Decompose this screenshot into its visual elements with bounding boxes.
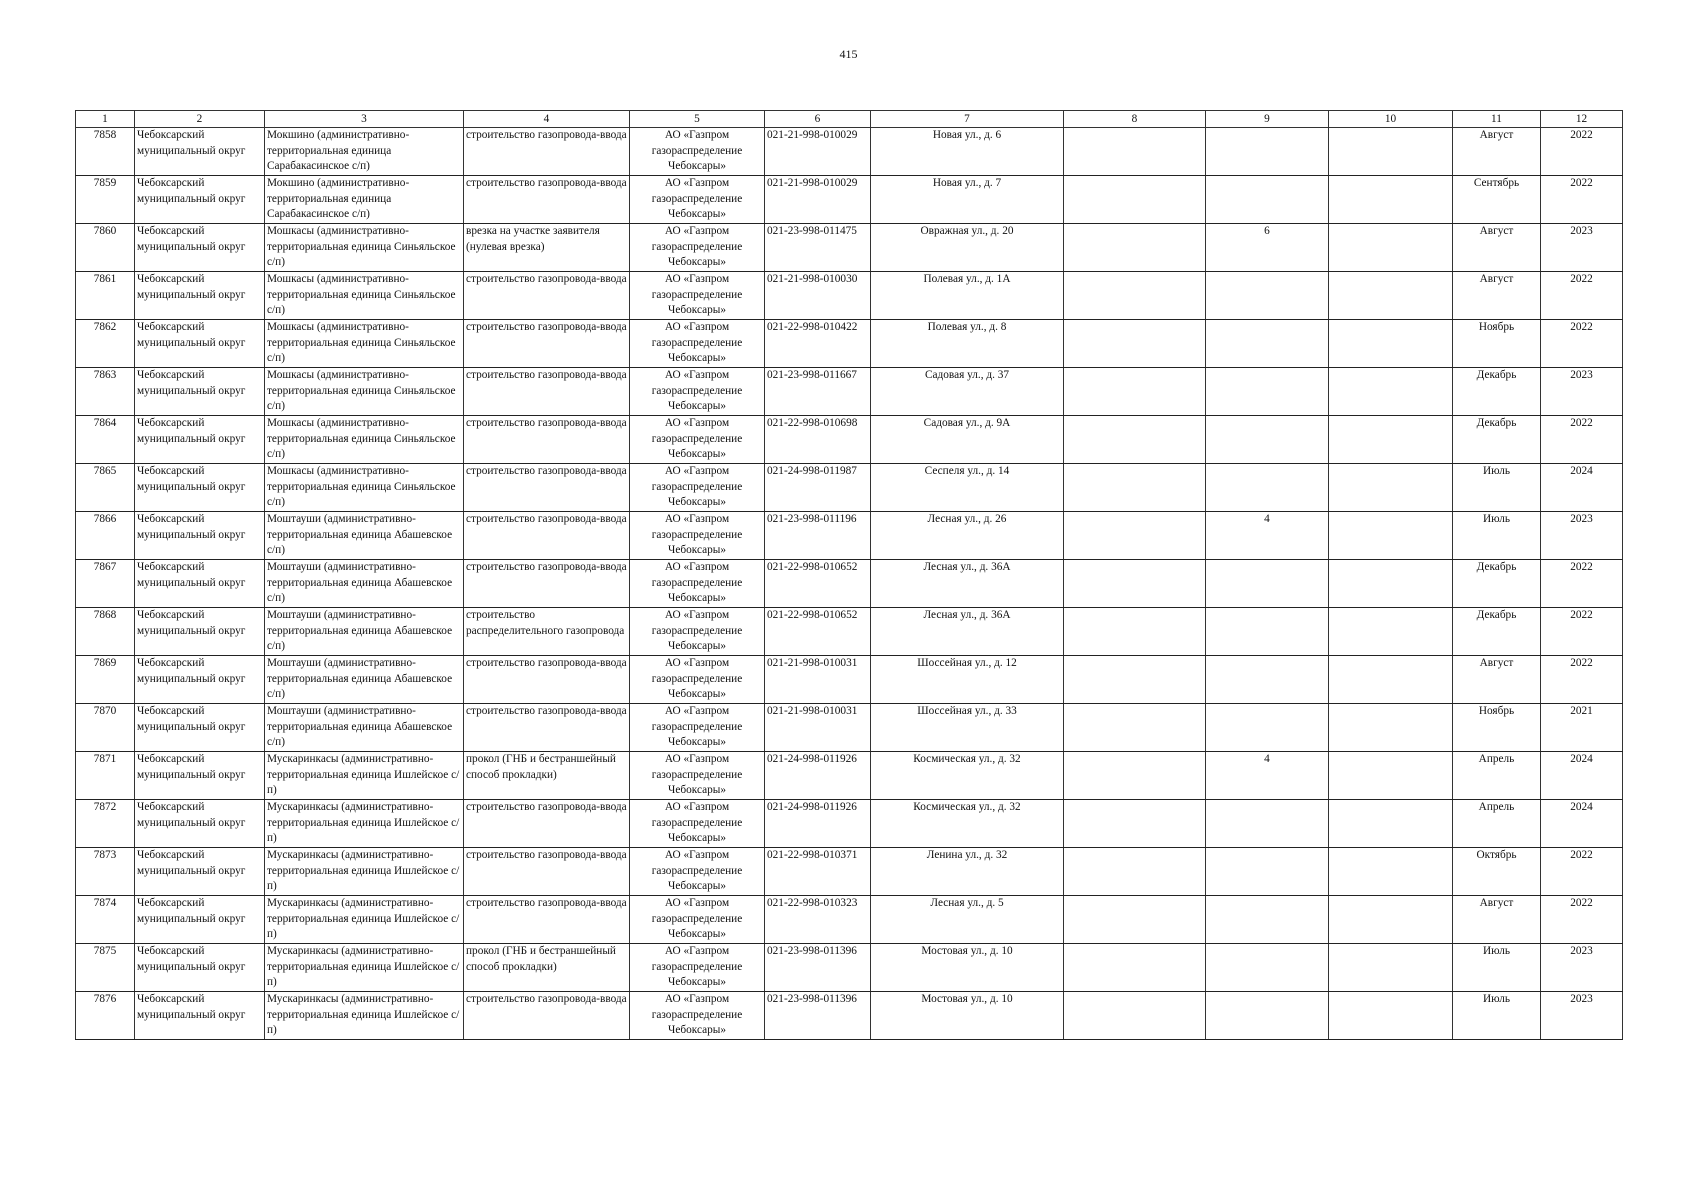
month-cell: Июль [1453, 944, 1541, 992]
column-8-cell [1064, 800, 1206, 848]
work-type-cell: строительство газопровода-ввода [464, 800, 630, 848]
column-number-row [76, 111, 1623, 128]
address-cell: Полевая ул., д. 8 [871, 320, 1064, 368]
month-cell: Апрель [1453, 752, 1541, 800]
table-row [76, 512, 1623, 560]
code-cell: 021-23-998-011396 [765, 992, 871, 1040]
settlement-cell: Мошкасы (административно-территориальная единица Синьяльское с/п) [265, 368, 464, 416]
code-cell: 021-22-998-010652 [765, 560, 871, 608]
column-8-cell [1064, 512, 1206, 560]
month-cell: Апрель [1453, 800, 1541, 848]
table-row [76, 704, 1623, 752]
column-10-cell [1329, 560, 1453, 608]
column-9-cell [1206, 560, 1329, 608]
work-type-cell: строительство распределительного газопровода [464, 608, 630, 656]
organization-cell: АО «Газпром газораспределение Чебоксары» [630, 992, 765, 1040]
year-cell: 2022 [1541, 176, 1623, 224]
settlement-cell: Мокшино (административно-территориальная единица Сарабакасинское с/п) [265, 176, 464, 224]
district-cell: Чебоксарский муниципальный округ [135, 656, 265, 704]
district-cell: Чебоксарский муниципальный округ [135, 368, 265, 416]
work-type-cell: строительство газопровода-ввода [464, 320, 630, 368]
column-header-1: 1 [76, 111, 135, 128]
row-number: 7863 [76, 368, 135, 416]
district-cell: Чебоксарский муниципальный округ [135, 176, 265, 224]
column-header-12: 12 [1541, 111, 1623, 128]
column-8-cell [1064, 464, 1206, 512]
settlement-cell: Мошкасы (административно-территориальная единица Синьяльское с/п) [265, 224, 464, 272]
month-cell: Август [1453, 224, 1541, 272]
organization-cell: АО «Газпром газораспределение Чебоксары» [630, 944, 765, 992]
column-8-cell [1064, 560, 1206, 608]
work-type-cell: строительство газопровода-ввода [464, 992, 630, 1040]
month-cell: Август [1453, 272, 1541, 320]
row-number: 7869 [76, 656, 135, 704]
year-cell: 2023 [1541, 992, 1623, 1040]
organization-cell: АО «Газпром газораспределение Чебоксары» [630, 368, 765, 416]
table-row [76, 368, 1623, 416]
column-9-cell: 6 [1206, 224, 1329, 272]
code-cell: 021-22-998-010371 [765, 848, 871, 896]
column-10-cell [1329, 896, 1453, 944]
row-number: 7862 [76, 320, 135, 368]
row-number: 7872 [76, 800, 135, 848]
column-8-cell [1064, 128, 1206, 176]
district-cell: Чебоксарский муниципальный округ [135, 608, 265, 656]
settlement-cell: Мускаринкасы (административно-территориальная единица Ишлейское с/п) [265, 800, 464, 848]
work-type-cell: строительство газопровода-ввода [464, 176, 630, 224]
column-10-cell [1329, 944, 1453, 992]
district-cell: Чебоксарский муниципальный округ [135, 704, 265, 752]
code-cell: 021-21-998-010031 [765, 656, 871, 704]
work-type-cell: строительство газопровода-ввода [464, 512, 630, 560]
table-row [76, 896, 1623, 944]
year-cell: 2023 [1541, 512, 1623, 560]
settlement-cell: Мошкасы (административно-территориальная единица Синьяльское с/п) [265, 320, 464, 368]
column-9-cell [1206, 128, 1329, 176]
code-cell: 021-24-998-011926 [765, 800, 871, 848]
column-9-cell [1206, 368, 1329, 416]
table-row [76, 752, 1623, 800]
column-8-cell [1064, 896, 1206, 944]
column-9-cell [1206, 704, 1329, 752]
settlement-cell: Мошкасы (административно-территориальная единица Синьяльское с/п) [265, 416, 464, 464]
work-type-cell: строительство газопровода-ввода [464, 848, 630, 896]
settlement-cell: Мускаринкасы (административно-территориальная единица Ишлейское с/п) [265, 896, 464, 944]
code-cell: 021-24-998-011987 [765, 464, 871, 512]
row-number: 7873 [76, 848, 135, 896]
column-8-cell [1064, 416, 1206, 464]
month-cell: Ноябрь [1453, 320, 1541, 368]
column-10-cell [1329, 992, 1453, 1040]
work-type-cell: строительство газопровода-ввода [464, 272, 630, 320]
code-cell: 021-22-998-010698 [765, 416, 871, 464]
gasification-registry-table [75, 110, 1623, 1040]
column-10-cell [1329, 608, 1453, 656]
code-cell: 021-21-998-010031 [765, 704, 871, 752]
district-cell: Чебоксарский муниципальный округ [135, 128, 265, 176]
organization-cell: АО «Газпром газораспределение Чебоксары» [630, 224, 765, 272]
year-cell: 2022 [1541, 560, 1623, 608]
code-cell: 021-23-998-011196 [765, 512, 871, 560]
column-header-7: 7 [871, 111, 1064, 128]
address-cell: Лесная ул., д. 36А [871, 560, 1064, 608]
address-cell: Лесная ул., д. 26 [871, 512, 1064, 560]
column-9-cell [1206, 896, 1329, 944]
table-row [76, 224, 1623, 272]
year-cell: 2022 [1541, 608, 1623, 656]
row-number: 7860 [76, 224, 135, 272]
code-cell: 021-21-998-010029 [765, 128, 871, 176]
organization-cell: АО «Газпром газораспределение Чебоксары» [630, 176, 765, 224]
column-8-cell [1064, 368, 1206, 416]
organization-cell: АО «Газпром газораспределение Чебоксары» [630, 752, 765, 800]
column-10-cell [1329, 512, 1453, 560]
row-number: 7875 [76, 944, 135, 992]
row-number: 7861 [76, 272, 135, 320]
settlement-cell: Мускаринкасы (административно-территориальная единица Ишлейское с/п) [265, 848, 464, 896]
table-row [76, 128, 1623, 176]
column-8-cell [1064, 752, 1206, 800]
organization-cell: АО «Газпром газораспределение Чебоксары» [630, 128, 765, 176]
column-8-cell [1064, 704, 1206, 752]
column-10-cell [1329, 272, 1453, 320]
address-cell: Космическая ул., д. 32 [871, 800, 1064, 848]
month-cell: Декабрь [1453, 368, 1541, 416]
district-cell: Чебоксарский муниципальный округ [135, 224, 265, 272]
month-cell: Июль [1453, 512, 1541, 560]
address-cell: Овражная ул., д. 20 [871, 224, 1064, 272]
row-number: 7876 [76, 992, 135, 1040]
table-row [76, 944, 1623, 992]
district-cell: Чебоксарский муниципальный округ [135, 800, 265, 848]
work-type-cell: строительство газопровода-ввода [464, 896, 630, 944]
district-cell: Чебоксарский муниципальный округ [135, 848, 265, 896]
column-9-cell [1206, 656, 1329, 704]
year-cell: 2024 [1541, 464, 1623, 512]
code-cell: 021-21-998-010030 [765, 272, 871, 320]
address-cell: Садовая ул., д. 37 [871, 368, 1064, 416]
district-cell: Чебоксарский муниципальный округ [135, 896, 265, 944]
month-cell: Август [1453, 896, 1541, 944]
address-cell: Шоссейная ул., д. 33 [871, 704, 1064, 752]
organization-cell: АО «Газпром газораспределение Чебоксары» [630, 512, 765, 560]
month-cell: Июль [1453, 464, 1541, 512]
column-10-cell [1329, 368, 1453, 416]
table-row [76, 848, 1623, 896]
year-cell: 2022 [1541, 320, 1623, 368]
settlement-cell: Мускаринкасы (административно-территориальная единица Ишлейское с/п) [265, 752, 464, 800]
year-cell: 2024 [1541, 752, 1623, 800]
year-cell: 2023 [1541, 944, 1623, 992]
settlement-cell: Мошкасы (административно-территориальная единица Синьяльское с/п) [265, 464, 464, 512]
column-header-5: 5 [630, 111, 765, 128]
column-header-6: 6 [765, 111, 871, 128]
work-type-cell: прокол (ГНБ и бестраншейный способ прокладки) [464, 752, 630, 800]
table-row [76, 416, 1623, 464]
table-row [76, 176, 1623, 224]
month-cell: Декабрь [1453, 416, 1541, 464]
district-cell: Чебоксарский муниципальный округ [135, 416, 265, 464]
table-row [76, 320, 1623, 368]
table-body [76, 128, 1623, 1040]
organization-cell: АО «Газпром газораспределение Чебоксары» [630, 848, 765, 896]
work-type-cell: строительство газопровода-ввода [464, 416, 630, 464]
district-cell: Чебоксарский муниципальный округ [135, 464, 265, 512]
row-number: 7868 [76, 608, 135, 656]
work-type-cell: врезка на участке заявителя (нулевая врезка) [464, 224, 630, 272]
year-cell: 2022 [1541, 128, 1623, 176]
column-8-cell [1064, 608, 1206, 656]
column-9-cell [1206, 800, 1329, 848]
organization-cell: АО «Газпром газораспределение Чебоксары» [630, 704, 765, 752]
district-cell: Чебоксарский муниципальный округ [135, 512, 265, 560]
month-cell: Ноябрь [1453, 704, 1541, 752]
year-cell: 2022 [1541, 272, 1623, 320]
work-type-cell: прокол (ГНБ и бестраншейный способ прокладки) [464, 944, 630, 992]
work-type-cell: строительство газопровода-ввода [464, 128, 630, 176]
work-type-cell: строительство газопровода-ввода [464, 560, 630, 608]
column-8-cell [1064, 848, 1206, 896]
year-cell: 2023 [1541, 368, 1623, 416]
address-cell: Садовая ул., д. 9А [871, 416, 1064, 464]
row-number: 7871 [76, 752, 135, 800]
organization-cell: АО «Газпром газораспределение Чебоксары» [630, 416, 765, 464]
year-cell: 2022 [1541, 416, 1623, 464]
table-row [76, 272, 1623, 320]
code-cell: 021-22-998-010323 [765, 896, 871, 944]
settlement-cell: Моштауши (административно-территориальная единица Абашевское с/п) [265, 560, 464, 608]
table-row [76, 656, 1623, 704]
month-cell: Август [1453, 128, 1541, 176]
district-cell: Чебоксарский муниципальный округ [135, 560, 265, 608]
column-10-cell [1329, 656, 1453, 704]
work-type-cell: строительство газопровода-ввода [464, 464, 630, 512]
column-8-cell [1064, 224, 1206, 272]
column-header-4: 4 [464, 111, 630, 128]
year-cell: 2022 [1541, 656, 1623, 704]
column-9-cell [1206, 992, 1329, 1040]
work-type-cell: строительство газопровода-ввода [464, 368, 630, 416]
code-cell: 021-23-998-011667 [765, 368, 871, 416]
month-cell: Сентябрь [1453, 176, 1541, 224]
code-cell: 021-22-998-010652 [765, 608, 871, 656]
organization-cell: АО «Газпром газораспределение Чебоксары» [630, 608, 765, 656]
column-10-cell [1329, 464, 1453, 512]
row-number: 7870 [76, 704, 135, 752]
column-header-8: 8 [1064, 111, 1206, 128]
row-number: 7867 [76, 560, 135, 608]
code-cell: 021-22-998-010422 [765, 320, 871, 368]
district-cell: Чебоксарский муниципальный округ [135, 752, 265, 800]
address-cell: Мостовая ул., д. 10 [871, 992, 1064, 1040]
table-row [76, 560, 1623, 608]
work-type-cell: строительство газопровода-ввода [464, 656, 630, 704]
column-8-cell [1064, 992, 1206, 1040]
settlement-cell: Моштауши (административно-территориальная единица Абашевское с/п) [265, 512, 464, 560]
district-cell: Чебоксарский муниципальный округ [135, 272, 265, 320]
month-cell: Июль [1453, 992, 1541, 1040]
address-cell: Лесная ул., д. 5 [871, 896, 1064, 944]
organization-cell: АО «Газпром газораспределение Чебоксары» [630, 896, 765, 944]
settlement-cell: Моштауши (административно-территориальная единица Абашевское с/п) [265, 704, 464, 752]
column-header-10: 10 [1329, 111, 1453, 128]
table-header [76, 111, 1623, 128]
address-cell: Шоссейная ул., д. 12 [871, 656, 1064, 704]
organization-cell: АО «Газпром газораспределение Чебоксары» [630, 800, 765, 848]
month-cell: Декабрь [1453, 608, 1541, 656]
address-cell: Лесная ул., д. 36А [871, 608, 1064, 656]
column-8-cell [1064, 656, 1206, 704]
column-9-cell [1206, 608, 1329, 656]
page-number: 415 [839, 47, 858, 61]
column-10-cell [1329, 848, 1453, 896]
organization-cell: АО «Газпром газораспределение Чебоксары» [630, 272, 765, 320]
settlement-cell: Мускаринкасы (административно-территориальная единица Ишлейское с/п) [265, 944, 464, 992]
month-cell: Август [1453, 656, 1541, 704]
month-cell: Декабрь [1453, 560, 1541, 608]
column-header-9: 9 [1206, 111, 1329, 128]
column-9-cell [1206, 416, 1329, 464]
table-row [76, 992, 1623, 1040]
address-cell: Полевая ул., д. 1А [871, 272, 1064, 320]
column-header-3: 3 [265, 111, 464, 128]
column-9-cell [1206, 944, 1329, 992]
address-cell: Мостовая ул., д. 10 [871, 944, 1064, 992]
row-number: 7864 [76, 416, 135, 464]
address-cell: Новая ул., д. 7 [871, 176, 1064, 224]
address-cell: Новая ул., д. 6 [871, 128, 1064, 176]
column-8-cell [1064, 320, 1206, 368]
column-8-cell [1064, 176, 1206, 224]
table-row [76, 800, 1623, 848]
column-9-cell [1206, 848, 1329, 896]
row-number: 7859 [76, 176, 135, 224]
work-type-cell: строительство газопровода-ввода [464, 704, 630, 752]
column-10-cell [1329, 752, 1453, 800]
year-cell: 2022 [1541, 848, 1623, 896]
settlement-cell: Мускаринкасы (административно-территориальная единица Ишлейское с/п) [265, 992, 464, 1040]
settlement-cell: Моштауши (административно-территориальная единица Абашевское с/п) [265, 656, 464, 704]
district-cell: Чебоксарский муниципальный округ [135, 944, 265, 992]
column-header-2: 2 [135, 111, 265, 128]
month-cell: Октябрь [1453, 848, 1541, 896]
column-header-11: 11 [1453, 111, 1541, 128]
code-cell: 021-23-998-011475 [765, 224, 871, 272]
column-9-cell: 4 [1206, 752, 1329, 800]
code-cell: 021-21-998-010029 [765, 176, 871, 224]
column-9-cell [1206, 272, 1329, 320]
district-cell: Чебоксарский муниципальный округ [135, 320, 265, 368]
year-cell: 2021 [1541, 704, 1623, 752]
code-cell: 021-24-998-011926 [765, 752, 871, 800]
column-9-cell [1206, 176, 1329, 224]
row-number: 7874 [76, 896, 135, 944]
settlement-cell: Мокшино (административно-территориальная единица Сарабакасинское с/п) [265, 128, 464, 176]
column-9-cell: 4 [1206, 512, 1329, 560]
address-cell: Сеспеля ул., д. 14 [871, 464, 1064, 512]
column-8-cell [1064, 272, 1206, 320]
organization-cell: АО «Газпром газораспределение Чебоксары» [630, 464, 765, 512]
settlement-cell: Мошкасы (административно-территориальная единица Синьяльское с/п) [265, 272, 464, 320]
column-10-cell [1329, 128, 1453, 176]
column-8-cell [1064, 944, 1206, 992]
column-10-cell [1329, 320, 1453, 368]
column-10-cell [1329, 704, 1453, 752]
column-10-cell [1329, 416, 1453, 464]
column-9-cell [1206, 320, 1329, 368]
organization-cell: АО «Газпром газораспределение Чебоксары» [630, 560, 765, 608]
code-cell: 021-23-998-011396 [765, 944, 871, 992]
settlement-cell: Моштауши (административно-территориальная единица Абашевское с/п) [265, 608, 464, 656]
column-9-cell [1206, 464, 1329, 512]
row-number: 7858 [76, 128, 135, 176]
organization-cell: АО «Газпром газораспределение Чебоксары» [630, 320, 765, 368]
column-10-cell [1329, 176, 1453, 224]
row-number: 7865 [76, 464, 135, 512]
table-row [76, 464, 1623, 512]
organization-cell: АО «Газпром газораспределение Чебоксары» [630, 656, 765, 704]
year-cell: 2023 [1541, 224, 1623, 272]
district-cell: Чебоксарский муниципальный округ [135, 992, 265, 1040]
table-row [76, 608, 1623, 656]
row-number: 7866 [76, 512, 135, 560]
address-cell: Космическая ул., д. 32 [871, 752, 1064, 800]
column-10-cell [1329, 224, 1453, 272]
year-cell: 2024 [1541, 800, 1623, 848]
year-cell: 2022 [1541, 896, 1623, 944]
column-10-cell [1329, 800, 1453, 848]
address-cell: Ленина ул., д. 32 [871, 848, 1064, 896]
